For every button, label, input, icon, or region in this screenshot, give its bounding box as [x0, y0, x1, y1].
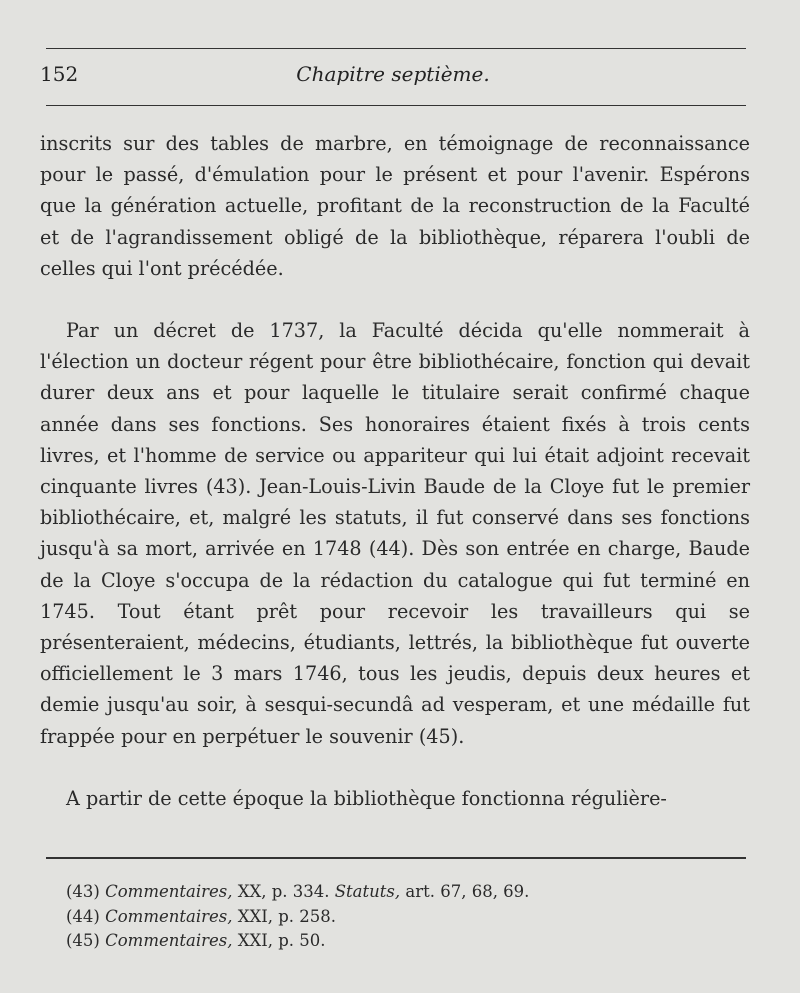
- paragraph-2: Par un décret de 1737, la Faculté décida qu'elle nommerait à l'élection un docteur régent pour être bibliothécaire, fonction qui devait durer deux ans et pour laquelle le titulaire serait confirmé chaque année dans ses fonctions. Ses honoraires étaient fixés à trois cents livres, et l'homme de service ou appariteur qui lui était adjoint recevait cinquante livres (43). Jean-Louis-Livin Baude de la Cloye fut le premier bibliothécaire, et, malgré les statuts, il fut conservé dans ses fonctions jusqu'à sa mort, arrivée en 1748 (44). Dès son entrée en charge, Baude de la Cloye s'occupa de la rédaction du catalogue qui fut terminé en 1745. Tout étant prêt pour recevoir les travailleurs qui se présenteraient, médecins, étudiants, lettrés, la bibliothèque fut ouverte officiellement le 3 mars 1746, tous les jeudis, depuis deux heures et demie jusqu'au soir, à sesqui-secundâ ad vesperam, et une médaille fut frappée pour en perpétuer le souvenir (45).: [40, 319, 750, 748]
- page-number: 152: [40, 62, 79, 86]
- body-text: [40, 128, 750, 814]
- paragraph-1: inscrits sur des tables de marbre, en témoignage de reconnaissance pour le passé, d'émulation pour le présent et pour l'avenir. Espérons que la génération actuelle, profitant de la reconstruction de la Faculté et de l'agrandissement obligé de la bibliothèque, réparera l'oubli de celles qui l'ont précédée.: [40, 132, 750, 280]
- paragraph-3: A partir de cette époque la bibliothèque fonctionna régulière-: [66, 786, 667, 810]
- footnote-44: [66, 905, 746, 930]
- footnote-text: XXI, p. 50.: [232, 931, 326, 950]
- footnote-ref: (44): [66, 906, 100, 926]
- footnotes: [66, 880, 746, 954]
- footnote-rule: [46, 857, 746, 859]
- footnote-ref: (45): [66, 931, 100, 950]
- footnote-text: XXI, p. 258.: [232, 906, 337, 926]
- footnote-tail: art. 67, 68, 69.: [400, 882, 530, 901]
- footnote-45: [66, 929, 746, 954]
- footnote-source-extra: Statuts,: [334, 882, 401, 901]
- header-top-rule: [46, 48, 746, 49]
- footnote-43: [66, 880, 746, 905]
- footnote-source: Commentaires,: [105, 931, 233, 950]
- header-bottom-rule: [46, 105, 746, 106]
- footnote-text: XX, p. 334.: [232, 882, 335, 901]
- chapter-title: Chapitre septième.: [296, 62, 490, 86]
- footnote-source: Commentaires,: [105, 906, 233, 926]
- footnote-source: Commentaires,: [105, 882, 233, 901]
- page-header: [40, 62, 746, 92]
- footnote-ref: (43): [66, 882, 100, 901]
